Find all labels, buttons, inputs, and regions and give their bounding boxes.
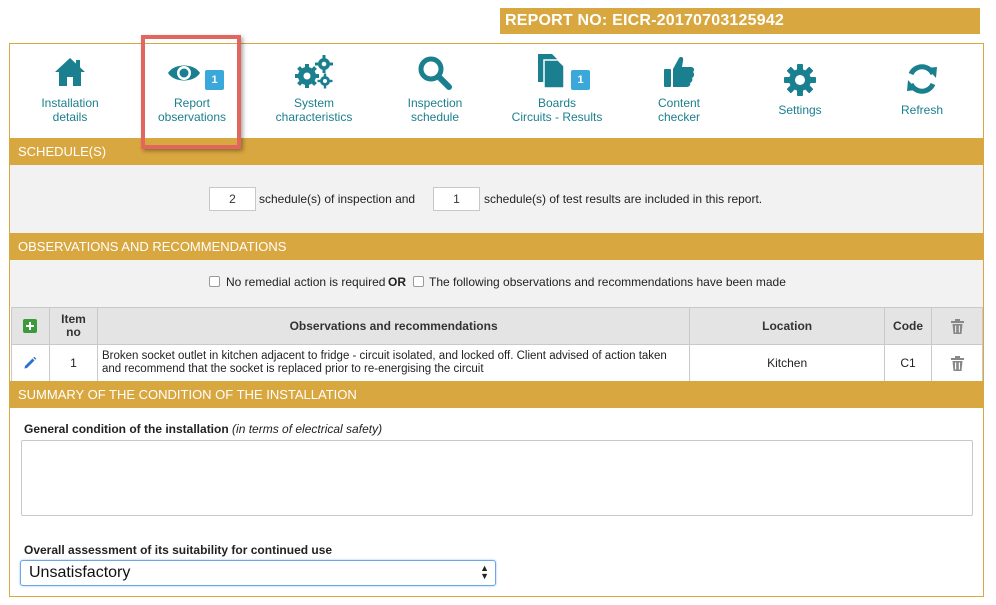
tool-label-line2: checker: [657, 110, 701, 124]
tool-label-line1: Report: [173, 96, 211, 110]
delete-header-cell: [932, 308, 983, 345]
add-row-icon[interactable]: [23, 319, 37, 333]
tool-content-checker[interactable]: [629, 44, 729, 137]
tool-label-line2: details: [52, 110, 88, 124]
trash-icon[interactable]: [951, 356, 964, 371]
row-location: Kitchen: [690, 345, 885, 382]
item-no-header-line1: Item: [61, 312, 86, 326]
observation-header: Observations and recommendations: [97, 308, 689, 345]
tool-label-line1: System: [293, 96, 334, 110]
observations-table: [11, 307, 983, 382]
tool-inspection-schedule[interactable]: [385, 44, 485, 137]
pencil-icon[interactable]: [23, 356, 37, 370]
general-condition-label: [24, 422, 382, 436]
summary-header: SUMMARY OF THE CONDITION OF THE INSTALLATION: [10, 381, 983, 408]
general-condition-textarea[interactable]: [21, 440, 973, 516]
tool-label-line2: Circuits - Results: [511, 110, 603, 124]
home-icon: [53, 56, 87, 88]
or-label: OR: [388, 275, 406, 289]
no-remedial-checkbox[interactable]: [209, 276, 220, 287]
tool-label-line2: schedule: [410, 110, 460, 124]
general-condition-label-text: General condition of the installation: [24, 422, 229, 436]
tool-label-line2: characteristics: [275, 110, 353, 124]
code-header: Code: [885, 308, 932, 345]
test-results-schedules-input[interactable]: 1: [433, 187, 480, 211]
tool-report-observations[interactable]: [142, 44, 242, 137]
gears-icon: [293, 54, 335, 90]
edit-row-cell: [12, 345, 50, 382]
table-row: [12, 345, 983, 382]
tool-refresh[interactable]: [872, 44, 972, 137]
schedules-header: SCHEDULE(S): [10, 138, 983, 165]
no-remedial-label: No remedial action is required: [226, 275, 386, 289]
observations-options: [10, 260, 983, 307]
observations-header: OBSERVATIONS AND RECOMMENDATIONS: [10, 233, 983, 260]
observations-made-label: The following observations and recommendations have been made: [429, 275, 786, 289]
tool-boards-circuits-results[interactable]: [502, 44, 612, 137]
tool-label-line1: Boards: [537, 96, 577, 110]
table-header-row: [12, 308, 983, 345]
observations-count-badge: 1: [205, 70, 224, 90]
tool-label-line1: Installation: [41, 96, 99, 110]
assessment-select[interactable]: [20, 560, 496, 586]
tool-installation-details[interactable]: [20, 44, 120, 137]
delete-row-cell: [932, 345, 983, 382]
boards-count-badge: 1: [571, 70, 590, 90]
toolbar: [10, 44, 983, 137]
tool-label-line1: Inspection: [407, 96, 463, 110]
trash-icon[interactable]: [951, 319, 964, 334]
documents-icon: [536, 52, 566, 90]
add-row-cell: [12, 308, 50, 345]
tool-system-characteristics[interactable]: [259, 44, 369, 137]
assessment-label: Overall assessment of its suitability for continued use: [24, 543, 333, 557]
row-code: C1: [885, 345, 932, 382]
schedules-text-end: schedule(s) of test results are included in this report.: [484, 192, 763, 206]
report-number: REPORT NO: EICR-20170703125942: [500, 8, 980, 34]
tool-settings[interactable]: [750, 44, 850, 137]
row-observation-text: Broken socket outlet in kitchen adjacent to fridge - circuit isolated, and locked off. Client advised of action taken and recommend that the socket is replaced prior to re-energising the circuit: [97, 345, 689, 382]
schedules-panel: [10, 165, 983, 233]
item-no-header: [49, 308, 97, 345]
refresh-icon: [905, 62, 939, 96]
tool-label-line2: observations: [157, 110, 227, 124]
tool-label-line1: Content: [657, 96, 701, 110]
location-header: Location: [690, 308, 885, 345]
gear-icon: [783, 63, 817, 97]
assessment-select-value: Unsatisfactory: [29, 564, 131, 581]
schedules-text-mid: schedule(s) of inspection and: [259, 192, 416, 206]
inspection-schedules-input[interactable]: 2: [209, 187, 256, 211]
row-item-no: 1: [49, 345, 97, 382]
tool-label-line1: Settings: [778, 103, 822, 117]
tool-label-line1: Refresh: [900, 103, 944, 117]
thumbs-up-icon: [662, 54, 696, 90]
observations-made-checkbox[interactable]: [413, 276, 424, 287]
eye-icon: [166, 60, 202, 86]
select-arrows-icon: ▲ ▼: [480, 563, 489, 581]
general-condition-hint: (in terms of electrical safety): [232, 422, 383, 436]
report-panel: [9, 43, 984, 597]
item-no-header-line2: no: [66, 325, 81, 339]
magnifier-icon: [417, 55, 453, 91]
